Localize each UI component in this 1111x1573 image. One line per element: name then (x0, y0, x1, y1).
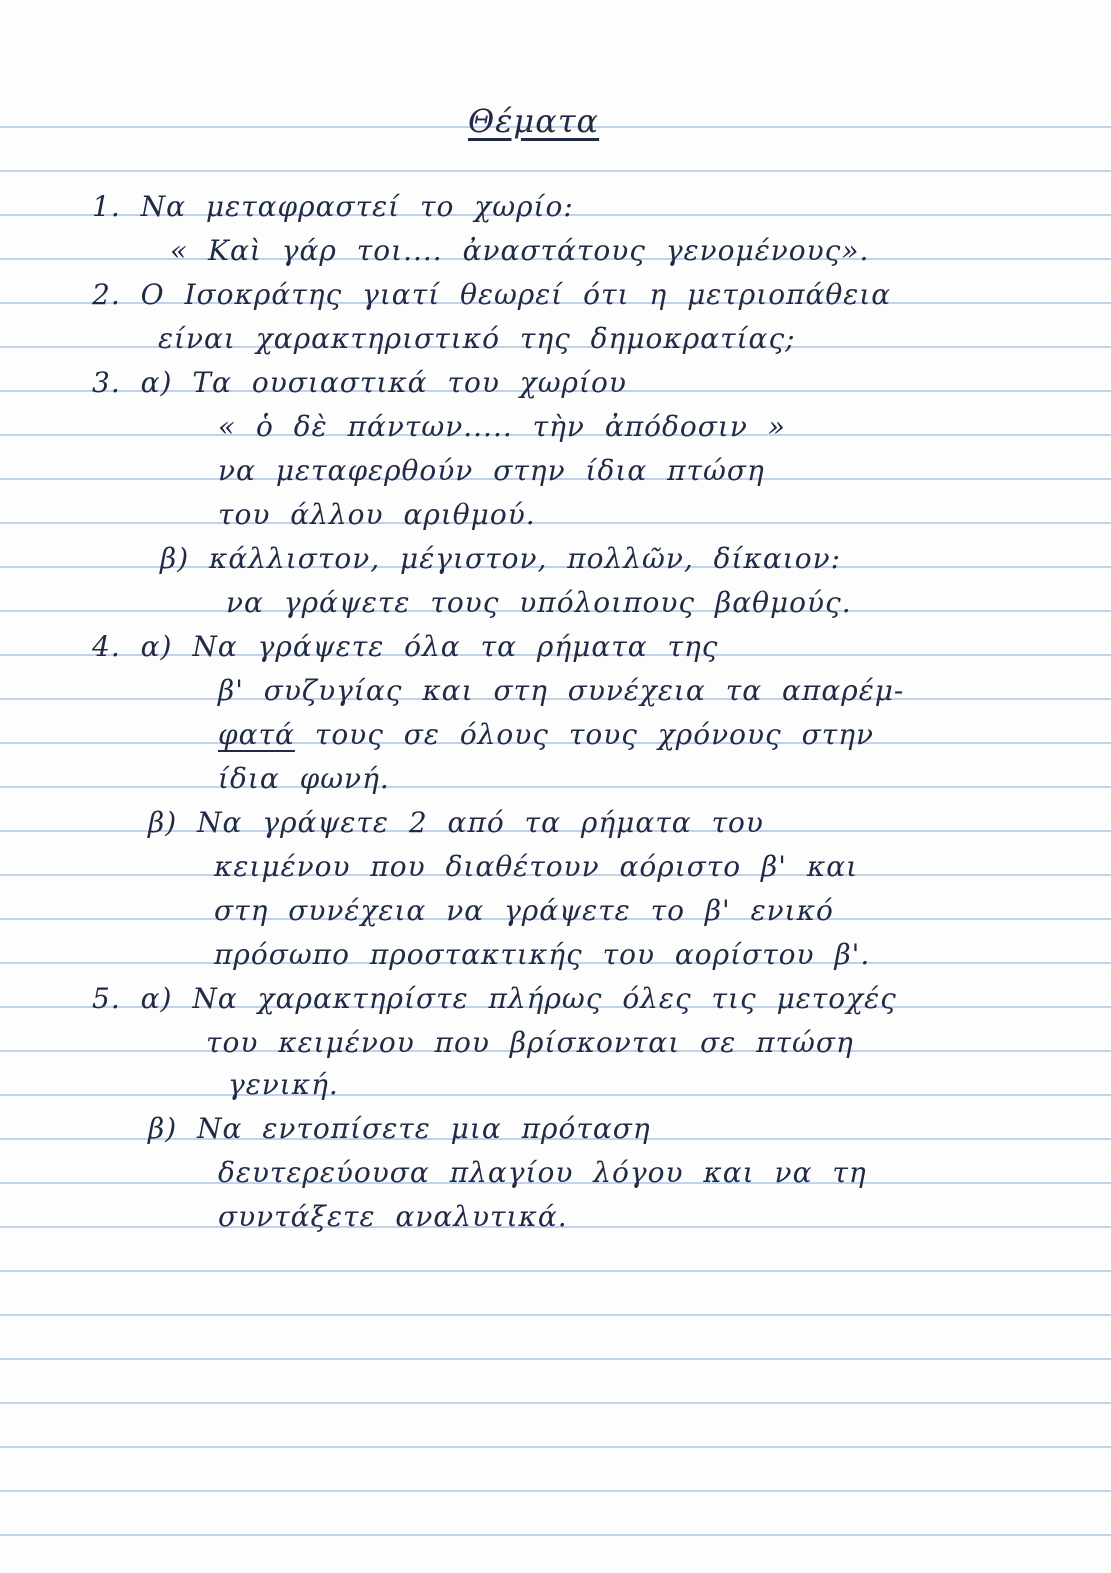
question-4b-line-4: πρόσωπο προστακτικής του αορίστου β'. (214, 938, 871, 971)
question-5a-text-1: Να χαρακτηρίστε πλήρως όλες τις μετοχές (192, 982, 897, 1015)
question-1-line-1 (92, 190, 574, 224)
question-4b-line-3: στη συνέχεια να γράψετε το β' ενικό (214, 894, 834, 927)
question-5a-label: α) (140, 982, 173, 1015)
page-title: Θέματα (468, 102, 600, 140)
question-2-number: 2. (92, 278, 121, 311)
question-3b-line-1 (160, 542, 841, 576)
question-4-number: 4. (92, 630, 121, 663)
question-3b-text-1: κάλλιστον, μέγιστον, πολλῶν, δίκαιον: (209, 542, 842, 575)
question-3a-text-1: Τα ουσιαστικά του χωρίου (192, 366, 627, 399)
question-5b-text-1: Να εντοπίσετε μια πρόταση (197, 1112, 651, 1145)
question-4a-line-3: φατά τους σε όλους τους χρόνους στην (218, 718, 874, 751)
question-5b-line-3: συντάξετε αναλυτικά. (218, 1200, 568, 1233)
question-4b-line-1 (148, 806, 764, 840)
question-3a-label: α) (140, 366, 173, 399)
question-3b-label: β) (160, 542, 190, 575)
question-3a-line-4: του άλλου αριθμού. (218, 498, 536, 531)
question-5b-label: β) (148, 1112, 178, 1145)
question-5b-line-1 (148, 1112, 651, 1146)
question-3b-line-2: να γράψετε τους υπόλοιπους βαθμούς. (226, 586, 852, 619)
question-4a-line-2: β' συζυγίας και στη συνέχεια τα απαρέμ- (218, 674, 905, 707)
question-3a-line-1 (92, 366, 627, 400)
question-5b-line-2: δευτερεύουσα πλαγίου λόγου και να τη (218, 1156, 867, 1189)
question-5a-line-1 (92, 982, 897, 1016)
question-4a-text-1: Να γράψετε όλα τα ρήματα της (192, 630, 719, 663)
question-4a-label: α) (140, 630, 173, 663)
question-5-number: 5. (92, 982, 121, 1015)
question-2-line-2: είναι χαρακτηριστικό της δημοκρατίας; (158, 322, 796, 355)
question-2-line-1 (92, 278, 891, 312)
question-5a-line-2: του κειμένου που βρίσκονται σε πτώση (206, 1026, 854, 1059)
question-4a-line-4: ίδια φωνή. (218, 762, 390, 795)
question-3a-line-3: να μεταφερθούν στην ίδια πτώση (218, 454, 765, 487)
question-4a-line-1 (92, 630, 718, 664)
question-1-number: 1. (92, 190, 121, 223)
question-2-text-1: Ο Ισοκράτης γιατί θεωρεί ότι η μετριοπάθεια (140, 278, 892, 311)
question-4b-text-1: Να γράψετε 2 από τα ρήματα του (197, 806, 764, 839)
question-5a-line-3: γενική. (228, 1068, 339, 1101)
question-3a-line-2: « ὁ δὲ πάντων..... τὴν ἀπόδοσιν » (218, 410, 786, 443)
underlined-fragment: φατά (218, 718, 295, 751)
question-3-number: 3. (92, 366, 121, 399)
question-1-text-1: Να μεταφραστεί το χωρίο: (140, 190, 574, 223)
question-4b-label: β) (148, 806, 178, 839)
question-1-line-2: « Καὶ γάρ τοι.... ἀναστάτους γενομένους». (170, 234, 870, 267)
question-4b-line-2: κειμένου που διαθέτουν αόριστο β' και (214, 850, 859, 883)
